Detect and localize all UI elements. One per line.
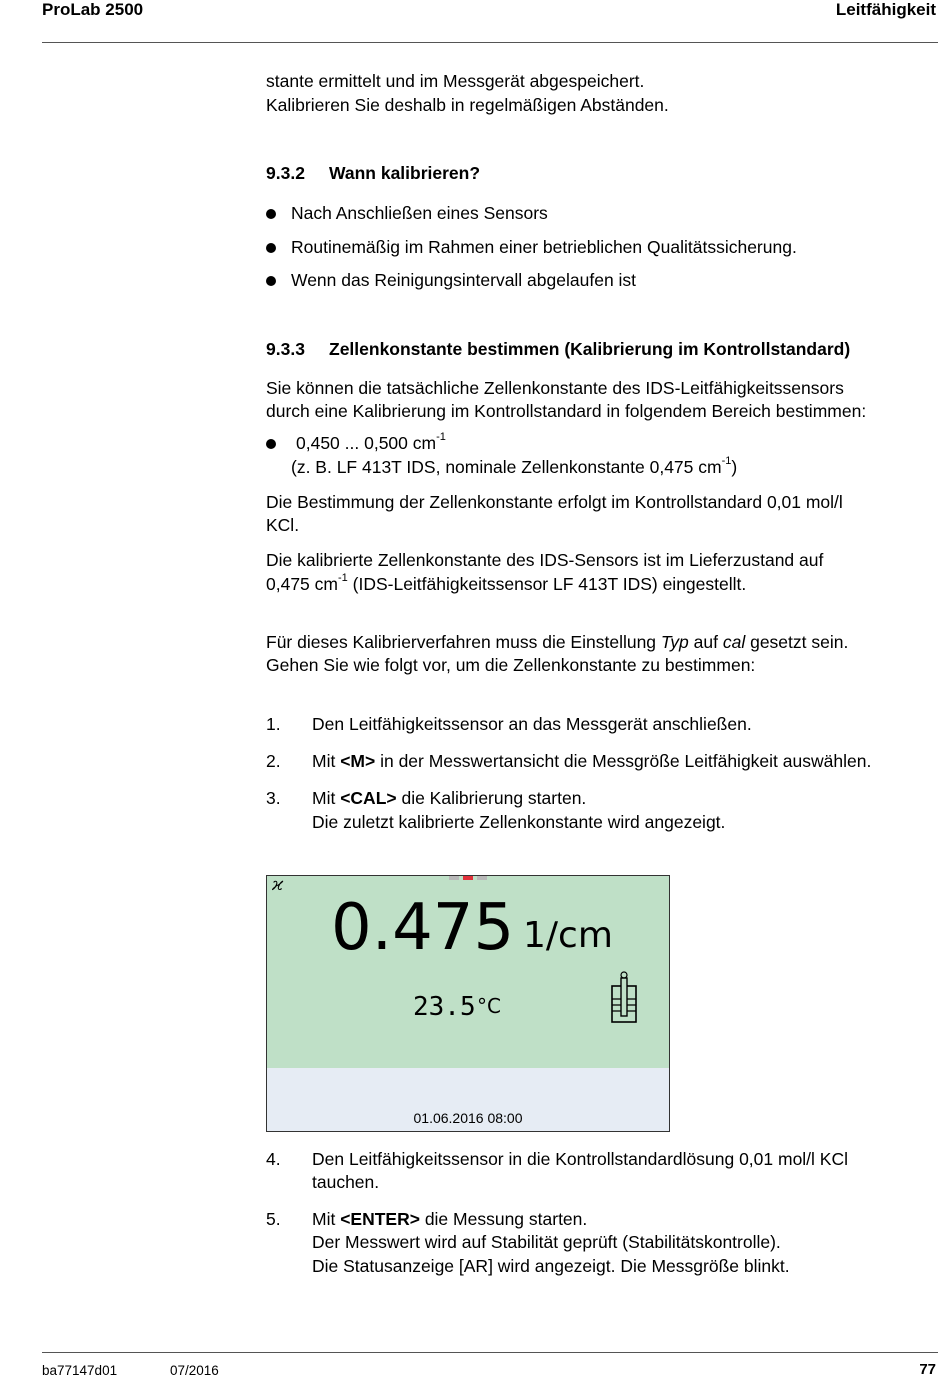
indicator-active — [463, 876, 473, 880]
paragraph-3-line-2: 0,475 $cm^{-1}$ (IDS-Leitfähigkeitssensor LF 413T IDS) eingestellt. — [266, 572, 747, 594]
step-number: 2. — [266, 751, 281, 771]
header-product: ProLab 2500 — [42, 0, 144, 19]
bullet-icon — [266, 439, 276, 449]
step-text: Mit <M> in der Messwertansicht die Messgröße Leitfähigkeit auswählen. — [312, 751, 872, 771]
cell-constant-value: 0.475 — [331, 891, 515, 965]
step-number: 5. — [266, 1209, 281, 1229]
range-example: (z. B. LF 413T IDS, nominale Zellenkonstante 0,475 $cm^{-1}$) — [291, 455, 738, 477]
step-text: Den Leitfähigkeitssensor an das Messgerät anschließen. — [312, 714, 752, 734]
paragraph-2-line-1: Die Bestimmung der Zellenkonstante erfolgt im Kontrollstandard 0,01 mol/l — [266, 492, 843, 512]
paragraph-4-line-2: Gehen Sie wie folgt vor, um die Zellenkonstante zu bestimmen: — [266, 655, 756, 675]
indicator-idle — [449, 876, 459, 880]
intro-line-1: stante ermittelt und im Messgerät abgespeichert. — [266, 71, 645, 91]
bullet-icon — [266, 243, 276, 253]
temperature-unit: °C — [477, 994, 501, 1018]
list-item: Nach Anschließen eines Sensors — [291, 203, 548, 223]
device-display — [266, 875, 670, 1132]
step-text: Mit <CAL> die Kalibrierung starten. — [312, 788, 587, 808]
header-rule — [42, 42, 938, 43]
conductivity-symbol: ϰ — [272, 875, 284, 895]
footer-doc-number: ba77147d01 — [42, 1363, 118, 1378]
section-933-number: 9.3.3 — [266, 339, 305, 359]
page-number: 77 — [919, 1361, 936, 1378]
step-text: Mit <ENTER> die Messung starten. — [312, 1209, 588, 1229]
bullet-icon — [266, 276, 276, 286]
date-time: 01.06.2016 08:00 — [413, 1110, 523, 1126]
section-933-title: Zellenkonstante bestimmen (Kalibrierung im Kontrollstandard) — [329, 339, 851, 359]
intro-line-2: Kalibrieren Sie deshalb in regelmäßigen Abständen. — [266, 95, 669, 115]
step-number: 1. — [266, 714, 281, 734]
section-932-title: Wann kalibrieren? — [329, 163, 481, 183]
step-text-line-2: tauchen. — [312, 1172, 380, 1192]
footer-date: 07/2016 — [170, 1363, 219, 1378]
list-item: Routinemäßig im Rahmen einer betrieblichen Qualitätssicherung. — [291, 237, 797, 257]
step-number: 3. — [266, 788, 281, 808]
step-text-line-2: Die zuletzt kalibrierte Zellenkonstante wird angezeigt. — [312, 812, 726, 832]
range-item: 0,450 ... 0,500 $cm^{-1}$ — [296, 431, 446, 453]
beaker-sensor-icon — [607, 970, 641, 1026]
header-chapter: Leitfähigkeit — [835, 0, 936, 19]
step-text-line-3: Die Statusanzeige [AR] wird angezeigt. Die Messgröße blinkt. — [312, 1256, 790, 1276]
temperature-value: 23.5 — [413, 992, 476, 1022]
paragraph-4-line-1: Für dieses Kalibrierverfahren muss die Einstellung Typ auf cal gesetzt sein. — [266, 632, 849, 652]
indicator-idle — [477, 876, 487, 880]
step-number: 4. — [266, 1149, 281, 1169]
paragraph-3-line-1: Die kalibrierte Zellenkonstante des IDS-Sensors ist im Lieferzustand auf — [266, 550, 824, 570]
paragraph-1-line-1: Sie können die tatsächliche Zellenkonstante des IDS-Leitfähigkeitssensors — [266, 378, 844, 398]
step-text-line-2: Der Messwert wird auf Stabilität geprüft (Stabilitätskontrolle). — [312, 1232, 781, 1252]
step-text: Den Leitfähigkeitssensor in die Kontrollstandardlösung 0,01 mol/l KCl — [312, 1149, 848, 1169]
list-item: Wenn das Reinigungsintervall abgelaufen ist — [291, 270, 637, 290]
cell-constant-unit: 1/cm — [523, 915, 613, 956]
footer-rule — [42, 1352, 938, 1353]
section-932-number: 9.3.2 — [266, 163, 305, 183]
paragraph-1-line-2: durch eine Kalibrierung im Kontrollstandard in folgendem Bereich bestimmen: — [266, 401, 867, 421]
paragraph-2-line-2: KCl. — [266, 515, 300, 535]
bullet-icon — [266, 209, 276, 219]
